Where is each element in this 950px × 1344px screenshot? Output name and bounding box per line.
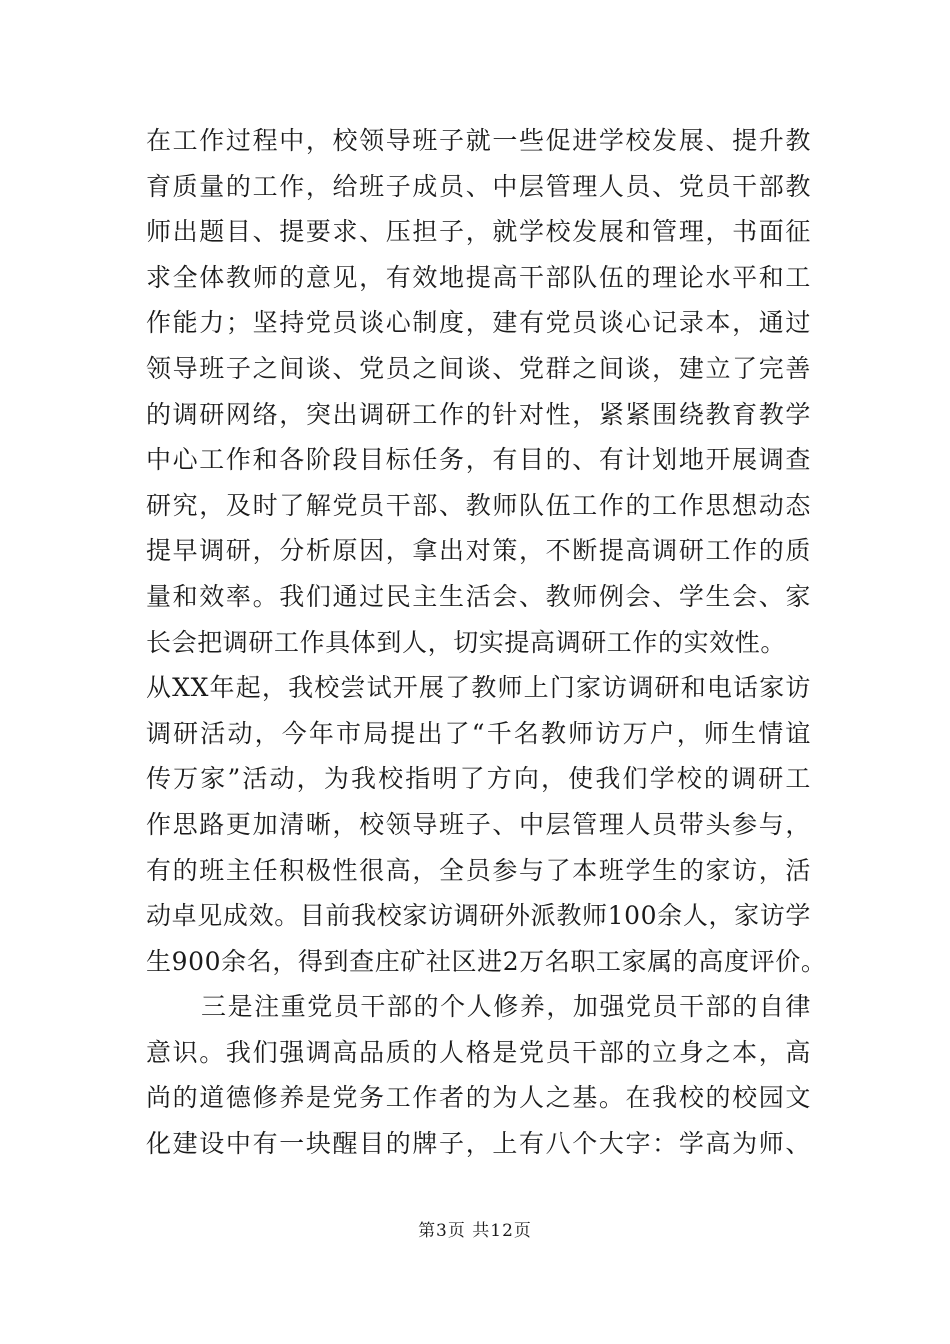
text-line: 长会把调研工作具体到人，切实提高调研工作的实效性。 <box>146 627 787 657</box>
text-line: 研究，及时了解党员干部、教师队伍工作的工作思想动态 <box>146 490 811 520</box>
text-line: 作思路更加清晰，校领导班子、中层管理人员带头参与， <box>146 809 811 839</box>
text-line: 动卓见成效。目前我校家访调研外派教师100余人，家访学 <box>146 901 811 931</box>
text-line: 育质量的工作，给班子成员、中层管理人员、党员干部教 <box>146 171 811 201</box>
page-number-footer: 第3页 共12页 <box>418 1221 532 1241</box>
text-line: 从XX年起，我校尝试开展了教师上门家访调研和电话家访 <box>146 673 811 703</box>
text-line: 提早调研，分析原因，拿出对策，不断提高调研工作的质 <box>146 536 811 566</box>
paragraph-first-line: 三是注重党员干部的个人修养，加强党员干部的自律 <box>201 992 811 1022</box>
text-line: 领导班子之间谈、党员之间谈、党群之间谈，建立了完善 <box>146 353 811 383</box>
text-line: 化建设中有一块醒目的牌子，上有八个大字：学高为师、 <box>146 1129 811 1159</box>
text-line: 生900余名，得到查庄矿社区进2万名职工家属的高度评价。 <box>146 946 827 976</box>
text-line: 中心工作和各阶段目标任务，有目的、有计划地开展调查 <box>146 445 811 475</box>
text-line: 的调研网络，突出调研工作的针对性，紧紧围绕教育教学 <box>146 399 811 429</box>
text-line: 有的班主任积极性很高，全员参与了本班学生的家访，活 <box>146 855 811 885</box>
text-line: 在工作过程中，校领导班子就一些促进学校发展、提升教 <box>146 126 811 155</box>
body-text <box>146 118 827 1167</box>
text-line: 求全体教师的意见，有效地提高干部队伍的理论水平和工 <box>146 262 811 292</box>
text-line: 尚的道德修养是党务工作者的为人之基。在我校的校园文 <box>146 1083 811 1113</box>
text-line: 作能力；坚持党员谈心制度，建有党员谈心记录本，通过 <box>146 308 811 338</box>
text-line: 传万家”活动，为我校指明了方向，使我们学校的调研工 <box>146 764 811 794</box>
text-line: 调研活动，今年市局提出了“千名教师访万户，师生情谊 <box>146 718 811 748</box>
text-line: 量和效率。我们通过民主生活会、教师例会、学生会、家 <box>146 581 811 611</box>
text-line: 意识。我们强调高品质的人格是党员干部的立身之本，高 <box>146 1037 811 1067</box>
text-line: 师出题目、提要求、压担子，就学校发展和管理，书面征 <box>146 217 811 247</box>
